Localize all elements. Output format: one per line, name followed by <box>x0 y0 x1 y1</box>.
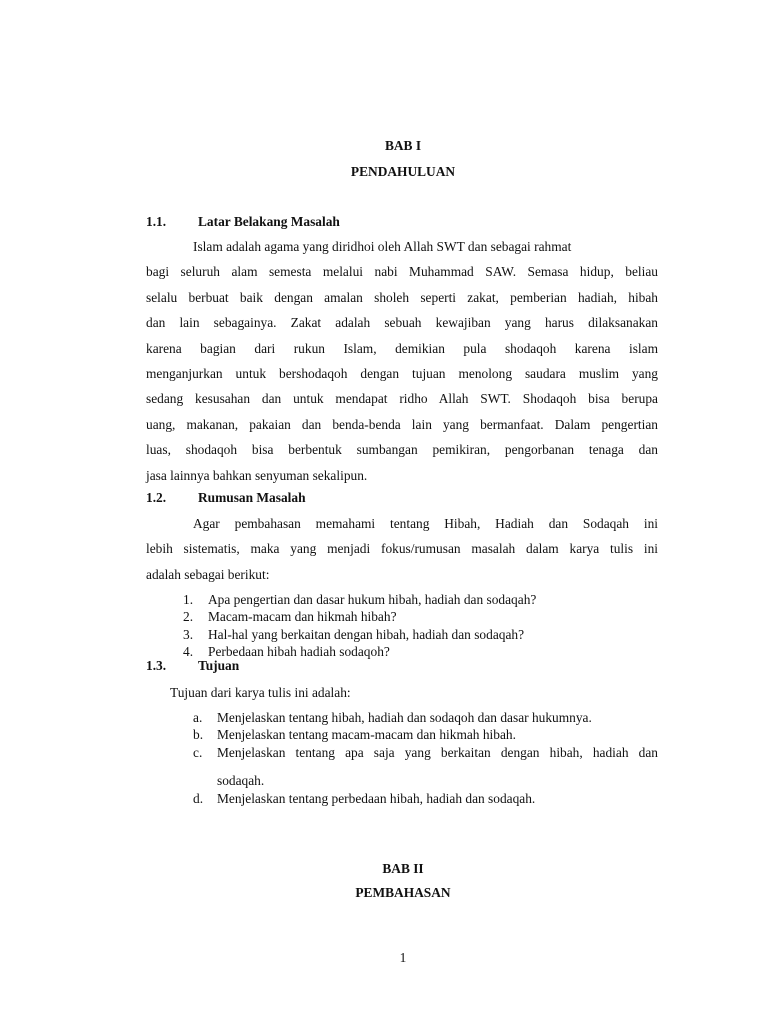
list-item <box>183 626 658 643</box>
list-marker: 2. <box>183 609 194 625</box>
section-number: 1.2. <box>146 490 167 505</box>
chapter-subtitle: PENDAHULUAN <box>350 164 456 179</box>
list-item-text: Menjelaskan tentang apa saja yang berkaitan dengan hibah, hadiah dan <box>217 744 658 760</box>
text-line: jasa lainnya bahkan senyuman sekalipun. <box>146 467 368 483</box>
list-marker: 3. <box>183 626 194 642</box>
text-line: sedang kesusahan dan untuk mendapat ridho Allah SWT. Shodaqoh bisa berupa <box>146 391 658 407</box>
text-line: bagi seluruh alam semesta melalui nabi Muhammad SAW. Semasa hidup, beliau <box>146 264 658 280</box>
list-item <box>183 608 658 625</box>
chapter-subtitle: PEMBAHASAN <box>355 885 451 900</box>
list-item <box>193 726 658 743</box>
section-heading-1-2 <box>146 490 306 506</box>
section-heading-1-1 <box>146 214 340 230</box>
section-number: 1.1. <box>146 214 167 229</box>
text-line: Islam adalah agama yang diridhoi oleh Allah SWT dan sebagai rahmat <box>193 239 572 254</box>
numbered-list <box>183 591 658 661</box>
list-item <box>193 744 658 790</box>
list-marker: c. <box>193 744 203 760</box>
lettered-list <box>193 709 658 807</box>
section-title: Tujuan <box>198 658 240 673</box>
list-item <box>183 643 658 660</box>
list-item <box>193 790 658 807</box>
paragraph-latar-belakang <box>146 234 658 488</box>
text-line: uang, makanan, pakaian dan benda-benda lain yang bermanfaat. Dalam pengertian <box>146 416 658 432</box>
list-item <box>183 591 658 608</box>
text-line: menganjurkan untuk bershodaqoh dengan tujuan menolong saudara muslim yang <box>146 366 658 382</box>
chapter-title: BAB II <box>382 861 424 876</box>
list-marker: a. <box>193 710 203 725</box>
text-line: Agar pembahasan memahami tentang Hibah, Hadiah dan Sodaqah ini <box>193 516 658 531</box>
list-item-text: Hal-hal yang berkaitan dengan hibah, hadiah dan sodaqah? <box>208 626 525 642</box>
text-line: karena bagian dari rukun Islam, demikian pula shodaqoh karena islam <box>146 340 658 356</box>
tujuan-intro: Tujuan dari karya tulis ini adalah: <box>170 685 351 700</box>
section-title: Latar Belakang Masalah <box>198 214 340 229</box>
text-line: lebih sistematis, maka yang menjadi fokus/rumusan masalah dalam karya tulis ini <box>146 541 658 557</box>
text-line: luas, shodaqoh bisa berbentuk sumbangan pemikiran, pengorbanan tenaga dan <box>146 442 658 458</box>
list-item-text: Menjelaskan tentang hibah, hadiah dan sodaqoh dan dasar hukumnya. <box>217 710 592 725</box>
list-item-text: Menjelaskan tentang macam-macam dan hikmah hibah. <box>217 727 516 743</box>
section-number: 1.3. <box>146 658 167 673</box>
list-item-text: Macam-macam dan hikmah hibah? <box>208 609 397 625</box>
list-marker: b. <box>193 727 204 743</box>
section-title: Rumusan Masalah <box>198 490 306 505</box>
list-item-text-continued: sodaqah. <box>217 773 265 789</box>
list-marker: 1. <box>183 592 194 607</box>
text-line: dan lain sebagainya. Zakat adalah sebuah kewajiban yang harus dilaksanakan <box>146 315 658 331</box>
section-heading-1-3 <box>146 658 239 674</box>
text-line: selalu berbuat baik dengan amalan sholeh seperti zakat, pemberian hadiah, hibah <box>146 289 658 305</box>
list-marker: 4. <box>183 644 194 660</box>
page-number: 1 <box>399 950 407 965</box>
chapter-title: BAB I <box>384 138 422 153</box>
list-item-text: Menjelaskan tentang perbedaan hibah, hadiah dan sodaqah. <box>217 790 536 806</box>
list-item-text: Apa pengertian dan dasar hukum hibah, hadiah dan sodaqah? <box>208 592 537 607</box>
list-marker: d. <box>193 790 204 806</box>
text-line: adalah sebagai berikut: <box>146 566 270 582</box>
list-item <box>193 709 658 726</box>
paragraph-rumusan-masalah <box>146 511 658 587</box>
list-item-text: Perbedaan hibah hadiah sodaqoh? <box>208 644 390 660</box>
